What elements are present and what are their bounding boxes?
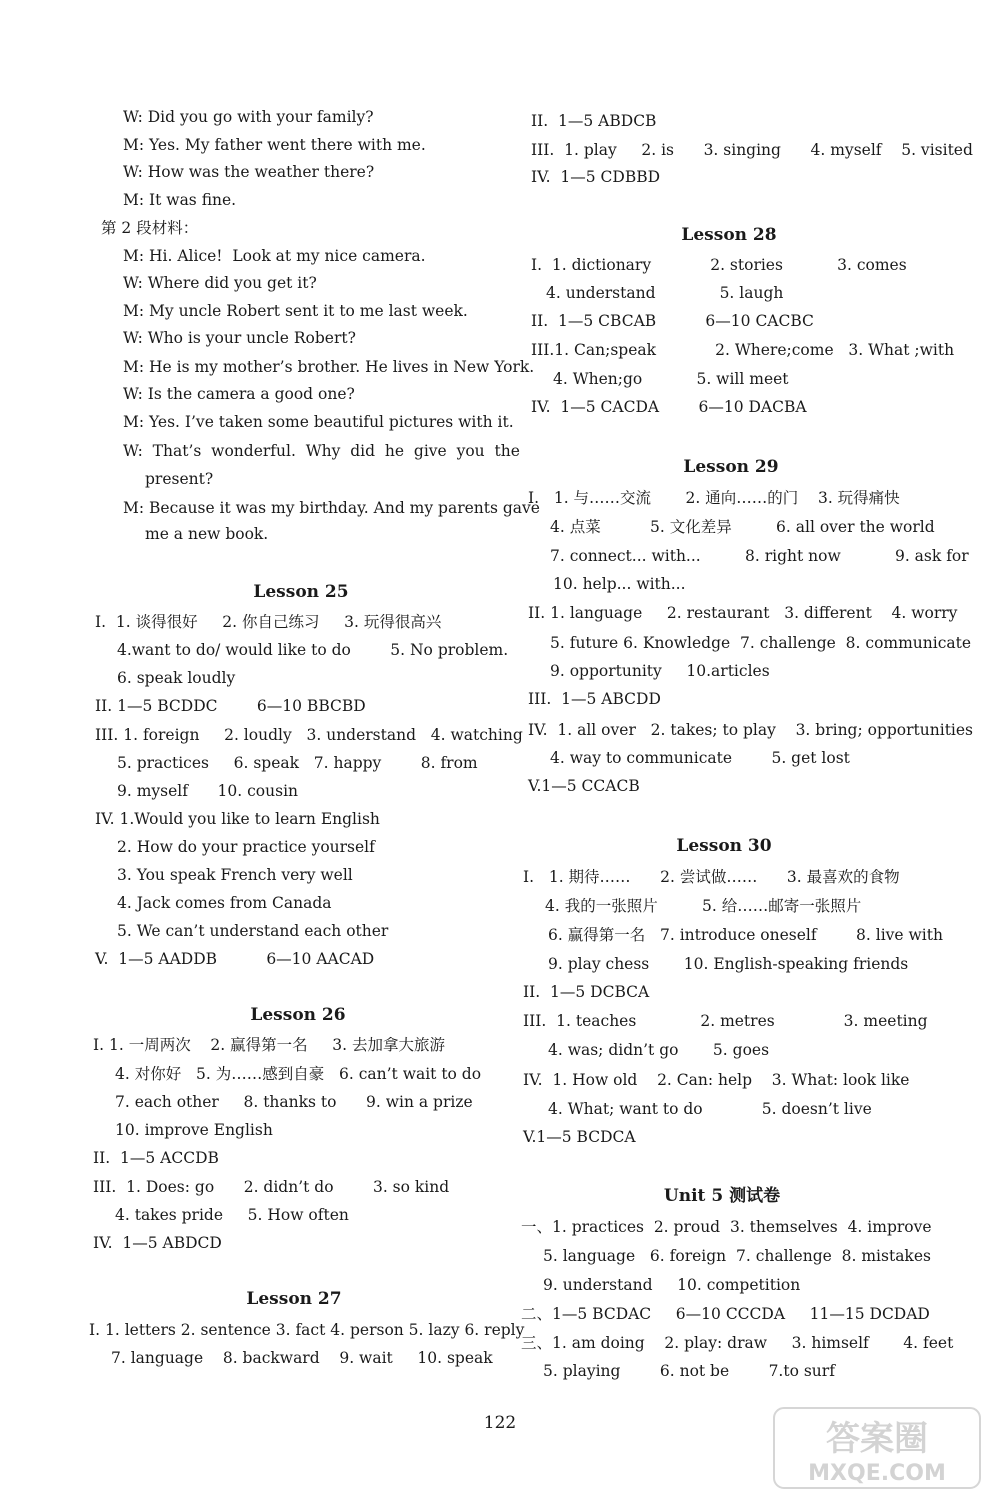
answer-line: W: How was the weather there?	[123, 163, 375, 181]
answer-line: III.1. Can;speak 2. Where;come 3. What ;with	[531, 341, 955, 359]
lesson-heading: Lesson 30	[676, 836, 772, 856]
answer-line: IV. 1—5 CDBBD	[531, 168, 661, 186]
lesson-heading: Lesson 26	[250, 1005, 346, 1025]
answer-line: II. 1. language 2. restaurant 3. different 4. worry	[528, 604, 958, 622]
answer-line: III. 1—5 ABCDD	[528, 690, 661, 708]
answer-line: 6. speak loudly	[117, 669, 236, 687]
answer-line: 9. myself 10. cousin	[117, 782, 299, 800]
answer-line: present?	[145, 470, 214, 488]
answer-line: 二、1—5 BCDAC 6—10 CCCDA 11—15 DCDAD	[521, 1305, 930, 1323]
watermark-top: 答案圈	[826, 1419, 928, 1459]
answer-line: M: He is my mother’s brother. He lives in New York.	[123, 358, 535, 376]
answer-line: I. 1. letters 2. sentence 3. fact 4. person 5. lazy 6. reply	[89, 1321, 525, 1339]
answer-line: 7. language 8. backward 9. wait 10. speak	[111, 1349, 493, 1367]
page-number: 122	[483, 1413, 517, 1433]
lesson-heading: Unit 5 测试卷	[663, 1186, 781, 1206]
answer-line: II. 1—5 CBCAB 6—10 CACBC	[531, 312, 814, 330]
answer-line: W: Did you go with your family?	[123, 108, 374, 126]
answer-line: 5. language 6. foreign 7. challenge 8. mistakes	[543, 1247, 931, 1265]
answer-line: 9. understand 10. competition	[543, 1276, 801, 1294]
answer-line: III. 1. foreign 2. loudly 3. understand 4. watching	[95, 726, 523, 744]
answer-line: me a new book.	[145, 525, 269, 543]
answer-line: V.1—5 CCACB	[528, 777, 640, 795]
answer-line: I. 1. dictionary 2. stories 3. comes	[531, 256, 907, 274]
answer-line: M: Yes. I’ve taken some beautiful pictures with it.	[123, 413, 514, 431]
answer-line: 10. help... with...	[553, 575, 686, 593]
answer-line: 7. connect... with... 8. right now 9. ask for	[550, 547, 969, 565]
answer-line: II. 1—5 DCBCA	[523, 983, 650, 1001]
answer-line: 5. We can’t understand each other	[117, 922, 389, 940]
answer-line: IV. 1—5 CACDA 6—10 DACBA	[531, 398, 807, 416]
answer-line: 7. each other 8. thanks to 9. win a prize	[115, 1093, 473, 1111]
answer-line: II. 1—5 ABDCB	[531, 112, 657, 130]
answer-line: I. 1. 一周两次 2. 赢得第一名 3. 去加拿大旅游	[93, 1036, 445, 1054]
answer-line: M: It was fine.	[123, 191, 237, 209]
answer-line: IV. 1. How old 2. Can: help 3. What: look like	[523, 1071, 910, 1089]
lesson-heading: Lesson 28	[681, 225, 777, 245]
answer-line: 6. 赢得第一名 7. introduce oneself 8. live with	[548, 926, 943, 944]
answer-line: IV. 1—5 ABDCD	[93, 1234, 222, 1252]
answer-line: 三、1. am doing 2. play: draw 3. himself 4. feet	[521, 1334, 954, 1352]
answer-line: W: Where did you get it?	[123, 274, 317, 292]
answer-line: 4. What; want to do 5. doesn’t live	[548, 1100, 872, 1118]
answer-line: III. 1. teaches 2. metres 3. meeting	[523, 1012, 928, 1030]
answer-line: W: Is the camera a good one?	[123, 385, 355, 403]
answer-line: 9. opportunity 10.articles	[550, 662, 770, 680]
answer-line: M: Hi. Alice! Look at my nice camera.	[123, 247, 426, 265]
answer-line: W: That’s wonderful. Why did he give you the	[123, 442, 520, 460]
watermark-logo	[772, 1406, 982, 1490]
answer-line: 4. understand 5. laugh	[546, 284, 784, 302]
answer-line: 10. improve English	[115, 1121, 273, 1139]
answer-line: 4. was; didn’t go 5. goes	[548, 1041, 770, 1059]
answer-line: 9. play chess 10. English-speaking friends	[548, 955, 909, 973]
answer-line: I. 1. 谈得很好 2. 你自己练习 3. 玩得很高兴	[95, 613, 442, 631]
answer-line: 4. way to communicate 5. get lost	[550, 749, 850, 767]
answer-line: 第 2 段材料：	[101, 219, 199, 237]
answer-line: M: My uncle Robert sent it to me last week.	[123, 302, 468, 320]
watermark-bottom: MXQE.COM	[808, 1461, 946, 1486]
lesson-heading: Lesson 29	[683, 457, 779, 477]
answer-line: II. 1—5 ACCDB	[93, 1149, 219, 1167]
answer-line: V.1—5 BCDCA	[523, 1128, 636, 1146]
answer-line: V. 1—5 AADDB 6—10 AACAD	[95, 950, 375, 968]
answer-line: 5. practices 6. speak 7. happy 8. from	[117, 754, 478, 772]
answer-line: I. 1. 期待…… 2. 尝试做…… 3. 最喜欢的食物	[523, 868, 900, 886]
answer-line: 2. How do your practice yourself	[117, 838, 375, 856]
answer-line: III. 1. play 2. is 3. singing 4. myself 5. visited	[531, 141, 973, 159]
answer-line: 4. 对你好 5. 为……感到自豪 6. can’t wait to do	[115, 1065, 482, 1083]
answer-line: 4.want to do/ would like to do 5. No problem.	[117, 641, 509, 659]
answer-line: 一、1. practices 2. proud 3. themselves 4. improve	[521, 1218, 932, 1236]
answer-line: M: Because it was my birthday. And my parents gave	[123, 499, 540, 517]
answer-line: I. 1. 与……交流 2. 通向……的门 3. 玩得痛快	[528, 489, 900, 507]
answer-line: 5. future 6. Knowledge 7. challenge 8. communicate	[550, 634, 972, 652]
answer-line: II. 1—5 BCDDC 6—10 BBCBD	[95, 697, 366, 715]
lesson-heading: Lesson 25	[253, 582, 349, 602]
lesson-heading: Lesson 27	[246, 1289, 342, 1309]
answer-line: 4. takes pride 5. How often	[115, 1206, 349, 1224]
answer-line: 4. Jack comes from Canada	[117, 894, 332, 912]
answer-line: IV. 1.Would you like to learn English	[95, 810, 380, 828]
answer-line: 4. 点菜 5. 文化差异 6. all over the world	[550, 518, 935, 536]
answer-line: M: Yes. My father went there with me.	[123, 136, 426, 154]
answer-line: 3. You speak French very well	[117, 866, 353, 884]
answer-line: IV. 1. all over 2. takes; to play 3. bring; opportunities	[528, 721, 974, 739]
answer-line: 4. 我的一张照片 5. 给……邮寄一张照片	[545, 897, 862, 915]
answer-line: W: Who is your uncle Robert?	[123, 329, 356, 347]
answer-line: 4. When;go 5. will meet	[553, 370, 789, 388]
answer-line: 5. playing 6. not be 7.to surf	[543, 1362, 835, 1380]
answer-line: III. 1. Does: go 2. didn’t do 3. so kind	[93, 1178, 450, 1196]
